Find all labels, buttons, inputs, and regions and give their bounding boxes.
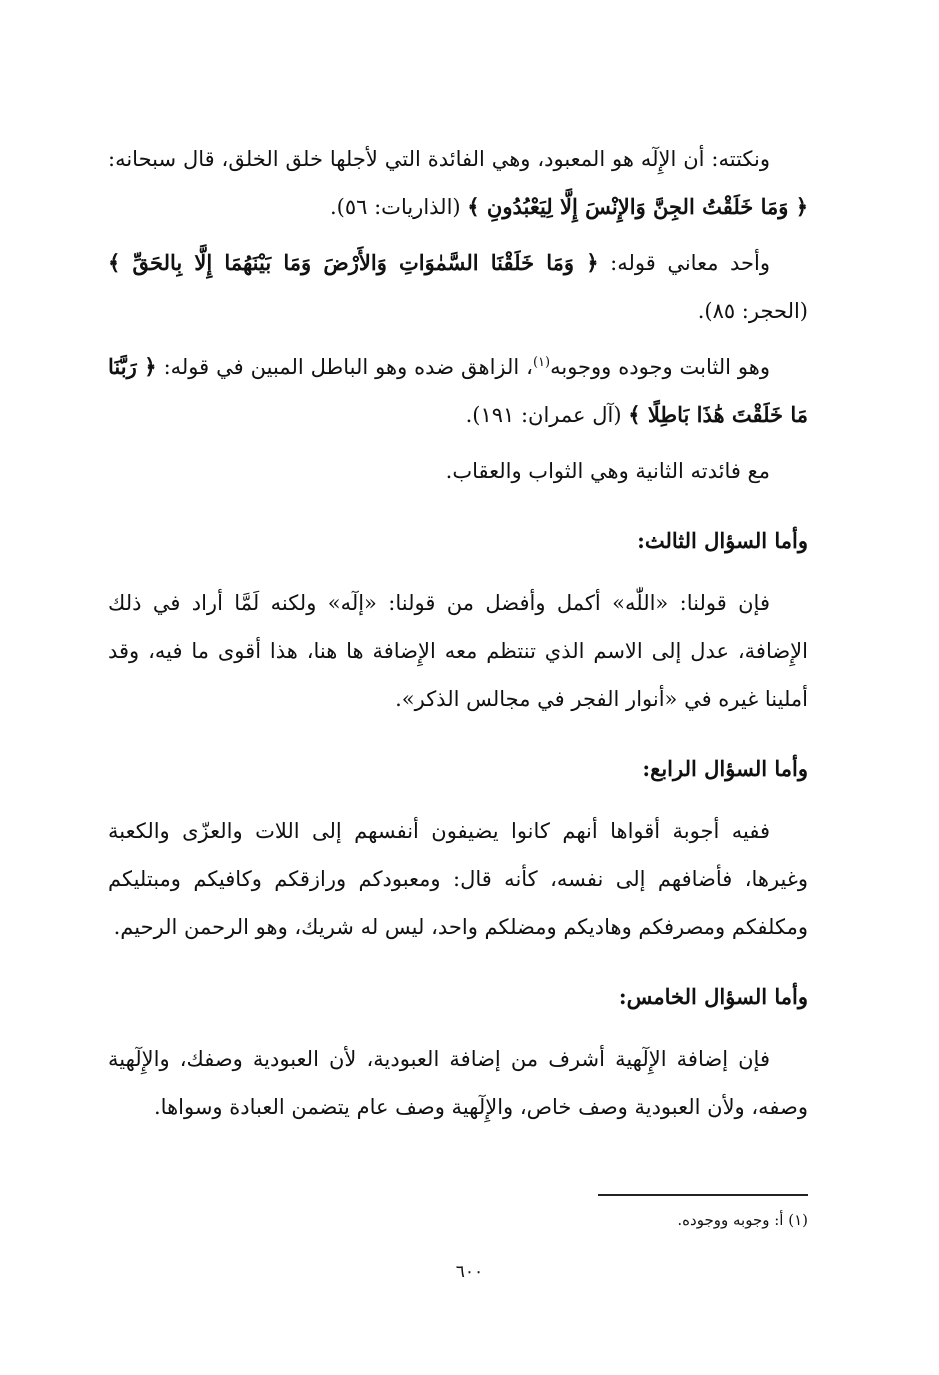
paragraph-3 (108, 343, 808, 439)
paragraph-4: مع فائدته الثانية وهي الثواب والعقاب. (445, 459, 770, 483)
paragraph-2-text: وأحد معاني قوله: (610, 251, 771, 275)
section-heading-fourth-question: وأما السؤال الرابع: (642, 756, 808, 781)
section-heading-third-question: وأما السؤال الثالث: (637, 528, 808, 553)
paragraph-1 (108, 135, 808, 231)
section-body-third-question: فإن قولنا: «اللّٰه» أكمل وأفضل من قولنا: «إلٓه» ولكنه لَمَّا أراد في ذلك الإِضافة، عدل إلى الاسم الذي تنتظم معه الإِضافة ها هنا، هذا أقوى ما فيه، وقد أملينا غيره في «أنوار الفجر في مجالس الذكر». (108, 591, 808, 711)
verse-reference-3: (آل عمران: ١٩١). (465, 403, 622, 427)
section-body-fourth-question: ففيه أجوبة أقواها أنهم كانوا يضيفون أنفسهم إلى اللات والعزّى والكعبة وغيرها، فأضافهم إلى نفسه، كأنه قال: ومعبودكم ورازقكم وكافيكم ومبتليكم ومكلفكم ومصرفكم وهاديكم ومضلكم واحد، ليس له شريك، وهو الرحمن الرحيم. (108, 819, 808, 939)
footnote-text: (١) أ: وجوبه ووجوده. (677, 1211, 808, 1229)
page-number: ٦٠٠ (455, 1262, 484, 1282)
quran-verse-2: ﴿ وَمَا خَلَقْنَا السَّمٰوَاتِ وَالأَرْضَ وَمَا بَيْنَهُمَا إِلَّا بِالحَقِّ ﴾ (108, 250, 599, 275)
verse-reference-1: (الذاريات: ٥٦). (329, 195, 461, 219)
paragraph-1-text: ونكتته: أن الإِلٓه هو المعبود، وهي الفائدة التي لأجلها خلق الخلق، قال سبحانه: (108, 147, 770, 171)
quran-verse-1: ﴿ وَمَا خَلَقْتُ الجِنَّ وَالإِنْسَ إِلَّا لِيَعْبُدُونِ ﴾ (467, 194, 808, 219)
verse-reference-2: (الحجر: ٨٥). (697, 299, 808, 323)
paragraph-3-text-b: ، الزاهق ضده وهو الباطل المبين في قوله: (163, 355, 533, 379)
quran-verse-3: ﴿ رَبَّنَا مَا خَلَقْتَ هَٰذَا بَاطِلًا ﴾ (108, 354, 808, 427)
footnote-divider (598, 1194, 808, 1196)
footnote-marker[interactable]: (١) (532, 355, 551, 370)
paragraph-2 (108, 239, 808, 335)
section-body-fifth-question: فإن إضافة الإِلٓهية أشرف من إضافة العبودية، لأن العبودية وصفك، والإِلٓهية وصفه، ولأن العبودية وصف خاص، والإِلٓهية وصف عام يتضمن العبادة وسواها. (108, 1047, 808, 1119)
paragraph-3-text-a: وهو الثابت وجوده ووجوبه (550, 355, 770, 379)
page-body (108, 135, 808, 1131)
section-heading-fifth-question: وأما السؤال الخامس: (618, 984, 808, 1009)
